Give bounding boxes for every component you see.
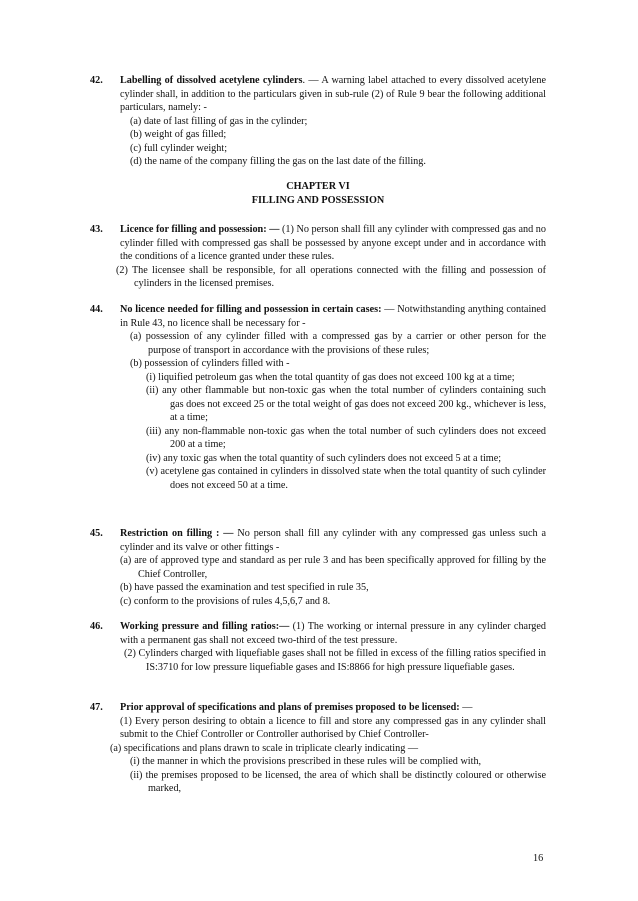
rule-body (120, 303, 546, 492)
rule-47 (90, 701, 546, 796)
rule-body (120, 527, 546, 608)
rule-number: 46. (90, 621, 103, 632)
rule-number: 44. (90, 304, 103, 315)
rule-intro: — Notwithstanding anything contained in Rule 43, no licence shall be necessary for - (120, 304, 546, 329)
rule-number: 43. (90, 224, 103, 235)
sub-list-item: (i) liquified petroleum gas when the total quantity of gas does not exceed 100 kg at a time; (146, 371, 515, 383)
rule-body (110, 701, 546, 796)
rule-heading: Prior approval of specifications and plans of premises proposed to be licensed: (120, 702, 460, 713)
list-item: (a) possession of any cylinder filled with a compressed gas by a carrier or other person for the purpose of transport in accordance with the provisions of these rules; (130, 331, 546, 356)
list-item: (b) weight of gas filled; (130, 129, 227, 140)
rule-43 (90, 223, 546, 291)
rule-heading: Labelling of dissolved acetylene cylinders (120, 75, 303, 86)
list-item: (a) are of approved type and standard as per rule 3 and has been specifically approved for filling by the Chief Controller, (120, 555, 546, 580)
rule-heading: No licence needed for filling and possession in certain cases: (120, 304, 382, 315)
chapter-heading (90, 180, 546, 207)
rule-45 (90, 527, 546, 608)
list-item: (c) conform to the provisions of rules 4,5,6,7 and 8. (120, 595, 331, 607)
rule-intro: No person shall fill any cylinder with any compressed gas unless such a cylinder and its valve or other fittings - (120, 528, 547, 553)
rule-number: 45. (90, 528, 103, 539)
list-item: (c) full cylinder weight; (130, 142, 228, 154)
sub-list-item: (i) the manner in which the provisions prescribed in these rules will be complied with, (130, 756, 482, 767)
rule-paragraph: (1) Every person desiring to obtain a licence to fill and store any compressed gas in any cylinder shall submit to the Chief Controller or Controller authorised by Chief Controller- (120, 715, 546, 740)
rule-heading: Restriction on filling : — (120, 528, 234, 539)
rule-heading: Licence for filling and possession: — (120, 224, 280, 235)
rule-44 (90, 303, 546, 492)
rule-heading: Working pressure and filling ratios:— (120, 621, 290, 632)
list-item: (a) date of last filling of gas in the cylinder; (130, 115, 308, 127)
rule-body (116, 223, 546, 291)
rule-paragraph: (2) Cylinders charged with liquefiable gases shall not be filled in excess of the filling ratios specified in IS:3710 for low pressure liquefiable gases and IS:8866 for high pressure liquefiable gases. (124, 648, 546, 673)
rule-46 (90, 620, 546, 674)
list-item: (b) have passed the examination and test specified in rule 35, (120, 582, 369, 593)
rule-body (120, 620, 546, 674)
list-item: (a) specifications and plans drawn to scale in triplicate clearly indicating — (110, 742, 419, 754)
rule-intro: . — A warning label attached to every dissolved acetylene cylinder shall, in addition to the particulars given in sub-rule (2) of Rule 9 bear the following additional particulars, namely: - (120, 75, 546, 113)
chapter-title: CHAPTER VI (286, 181, 350, 192)
rule-paragraph: (1) The working or internal pressure in any cylinder charged with a permanent gas shall not exceed two-third of the test pressure. (120, 621, 546, 646)
rule-dash: — (459, 702, 473, 713)
rule-paragraph: (2) The licensee shall be responsible, for all operations connected with the filling and possession of cylinders in the licensed premises. (116, 264, 546, 289)
page-number: 16 (533, 853, 544, 864)
rule-body (120, 74, 546, 169)
sub-list-item: (ii) any other flammable but non-toxic gas when the total number of cylinders containing such gas does not exceed 25 or the total weight of gas does not exceed 200 kg., whichever is less, at a time; (146, 385, 546, 423)
rule-number: 47. (90, 702, 103, 713)
chapter-subtitle: FILLING AND POSSESSION (251, 194, 385, 206)
sub-list-item: (iii) any non-flammable non-toxic gas when the total number of such cylinders does not exceed 200 at a time; (146, 425, 546, 450)
list-item: (b) possession of cylinders filled with - (130, 358, 290, 369)
rule-number: 42. (90, 75, 103, 86)
sub-list-item: (iv) any toxic gas when the total quantity of such cylinders does not exceed 5 at a time; (146, 452, 502, 464)
list-item: (d) the name of the company filling the gas on the last date of the filling. (130, 156, 426, 167)
sub-list-item: (v) acetylene gas contained in cylinders in dissolved state when the total quantity of such cylinder does not exceed 50 at a time. (146, 466, 546, 491)
rule-paragraph: (1) No person shall fill any cylinder with compressed gas and no cylinder filled with compressed gas shall be possessed by anyone except under and in accordance with the conditions of a licence granted under these rules. (120, 224, 546, 262)
rule-42 (90, 74, 546, 169)
sub-list-item: (ii) the premises proposed to be licensed, the area of which shall be distinctly coloured or otherwise marked, (130, 769, 546, 794)
